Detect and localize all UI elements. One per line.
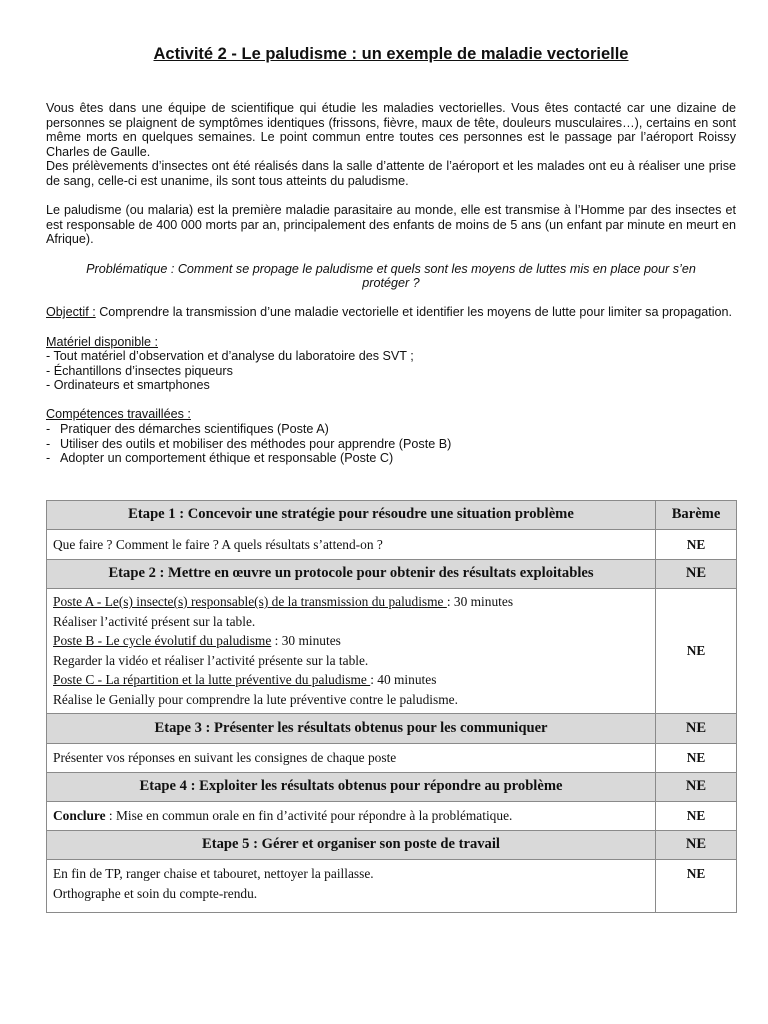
poste-a-desc: Réaliser l’activité présent sur la table.: [53, 613, 256, 629]
table-row: [47, 714, 737, 744]
objectif-text: Comprendre la transmission d’une maladie vectorielle et identifier les moyens de lutte pour limiter sa propagation.: [95, 305, 733, 320]
table-row: [47, 831, 737, 860]
intro-paragraph-1: Vous êtes dans une équipe de scientifique qui étudie les maladies vectorielles. Vous êtes contacté car une dizaine de personnes se plaignent de symptômes identiques (frissons, fièvre, maux de tête, douleurs musculaires…), certains en sont même morts en quelques semaines. Le point commun entre toutes ces personnes est le passage par l’aéroport Roissy Charles de Gaulle.: [46, 101, 736, 159]
list-item: - Tout matériel d’observation et d’analyse du laboratoire des SVT ;: [46, 349, 414, 364]
objectif-label: Objectif :: [46, 305, 96, 320]
table-row: [47, 589, 737, 714]
poste-b-duration: : 30 minutes: [271, 633, 341, 648]
poste-b-label: Poste B - Le cycle évolutif du paludisme: [53, 633, 272, 648]
intro-paragraph-2: Des prélèvements d’insectes ont été réalisés dans la salle d’attente de l’aéroport et les malades ont eu à réaliser une prise de sang, celle-ci est unanime, ils sont tous atteints du paludisme.: [46, 159, 736, 188]
conclure-text: : Mise en commun orale en fin d’activité pour répondre à la problématique.: [105, 808, 513, 824]
etape5-row: Orthographe et soin du compte-rendu.: [53, 885, 258, 901]
table-row: [47, 501, 737, 530]
score-header: NE: [656, 560, 737, 589]
etape5-cell: [47, 860, 656, 913]
list-item: - Échantillons d’insectes piqueurs: [46, 363, 233, 378]
document-page: [46, 44, 736, 466]
materiel-label: Matériel disponible :: [46, 334, 159, 349]
table-row: [47, 560, 737, 589]
poste-b-desc: Regarder la vidéo et réaliser l’activité présente sur la table.: [53, 652, 369, 668]
page-title: Activité 2 - Le paludisme : un exemple de maladie vectorielle: [153, 45, 629, 63]
competences-list: [46, 422, 736, 466]
score-cell: NE: [656, 589, 737, 714]
score-cell: NE: [656, 530, 737, 560]
table-row: [47, 744, 737, 773]
etape1-header: Etape 1 : Concevoir une stratégie pour résoudre une situation problème: [47, 501, 656, 530]
problematique: Problématique : Comment se propage le paludisme et quels sont les moyens de luttes mis en place pour s’en protéger ?: [86, 261, 696, 291]
score-cell: NE: [656, 802, 737, 831]
postes-cell: [47, 589, 656, 714]
list-item: - Pratiquer des démarches scientifiques (Poste A): [46, 422, 329, 437]
materiel-list: [46, 349, 736, 393]
etape5-row: En fin de TP, ranger chaise et tabouret, nettoyer la paillasse.: [53, 866, 374, 881]
etape5-header: Etape 5 : Gérer et organiser son poste de travail: [47, 831, 656, 860]
grading-table: [46, 500, 737, 913]
score-header: NE: [656, 714, 737, 744]
table-row: [47, 773, 737, 802]
conclure-label: Conclure: [53, 808, 106, 824]
table-row: [47, 802, 737, 831]
etape2-header: Etape 2 : Mettre en œuvre un protocole pour obtenir des résultats exploitables: [47, 560, 656, 589]
table-row: [47, 530, 737, 560]
score-cell: NE: [656, 744, 737, 773]
poste-c-label: Poste C - La répartition et la lutte préventive du paludisme: [53, 672, 371, 687]
bareme-header: Barème: [656, 501, 737, 530]
poste-a-label: Poste A - Le(s) insecte(s) responsable(s) de la transmission du paludisme: [53, 594, 447, 609]
table-row: [47, 860, 737, 913]
poste-a-duration: : 30 minutes: [446, 594, 514, 609]
score-header: NE: [656, 773, 737, 802]
etape3-row: Présenter vos réponses en suivant les consignes de chaque poste: [47, 744, 656, 773]
list-item: - Adopter un comportement éthique et responsable (Poste C): [46, 451, 394, 466]
poste-c-desc: Réalise le Genially pour comprendre la lute préventive contre le paludisme.: [53, 691, 458, 707]
competences-label: Compétences travaillées :: [46, 407, 191, 422]
poste-c-duration: : 40 minutes: [370, 672, 437, 687]
list-item: - Ordinateurs et smartphones: [46, 378, 210, 393]
etape1-row: Que faire ? Comment le faire ? A quels résultats s’attend-on ?: [47, 530, 656, 560]
etape4-row: [47, 802, 656, 831]
etape4-header: Etape 4 : Exploiter les résultats obtenus pour répondre au problème: [47, 773, 656, 802]
score-cell: NE: [656, 860, 737, 913]
etape3-header: Etape 3 : Présenter les résultats obtenus pour les communiquer: [47, 714, 656, 744]
objectif: [46, 305, 736, 320]
intro-paragraph-3: Le paludisme (ou malaria) est la première maladie parasitaire au monde, elle est transmise à l’Homme par des insectes et est responsable de 400 000 morts par an, principalement des enfants de moins de 5 ans (un enfant par minute en meurt en Afrique).: [46, 203, 736, 247]
list-item: - Utiliser des outils et mobiliser des méthodes pour apprendre (Poste B): [46, 436, 452, 451]
score-header: NE: [656, 831, 737, 860]
